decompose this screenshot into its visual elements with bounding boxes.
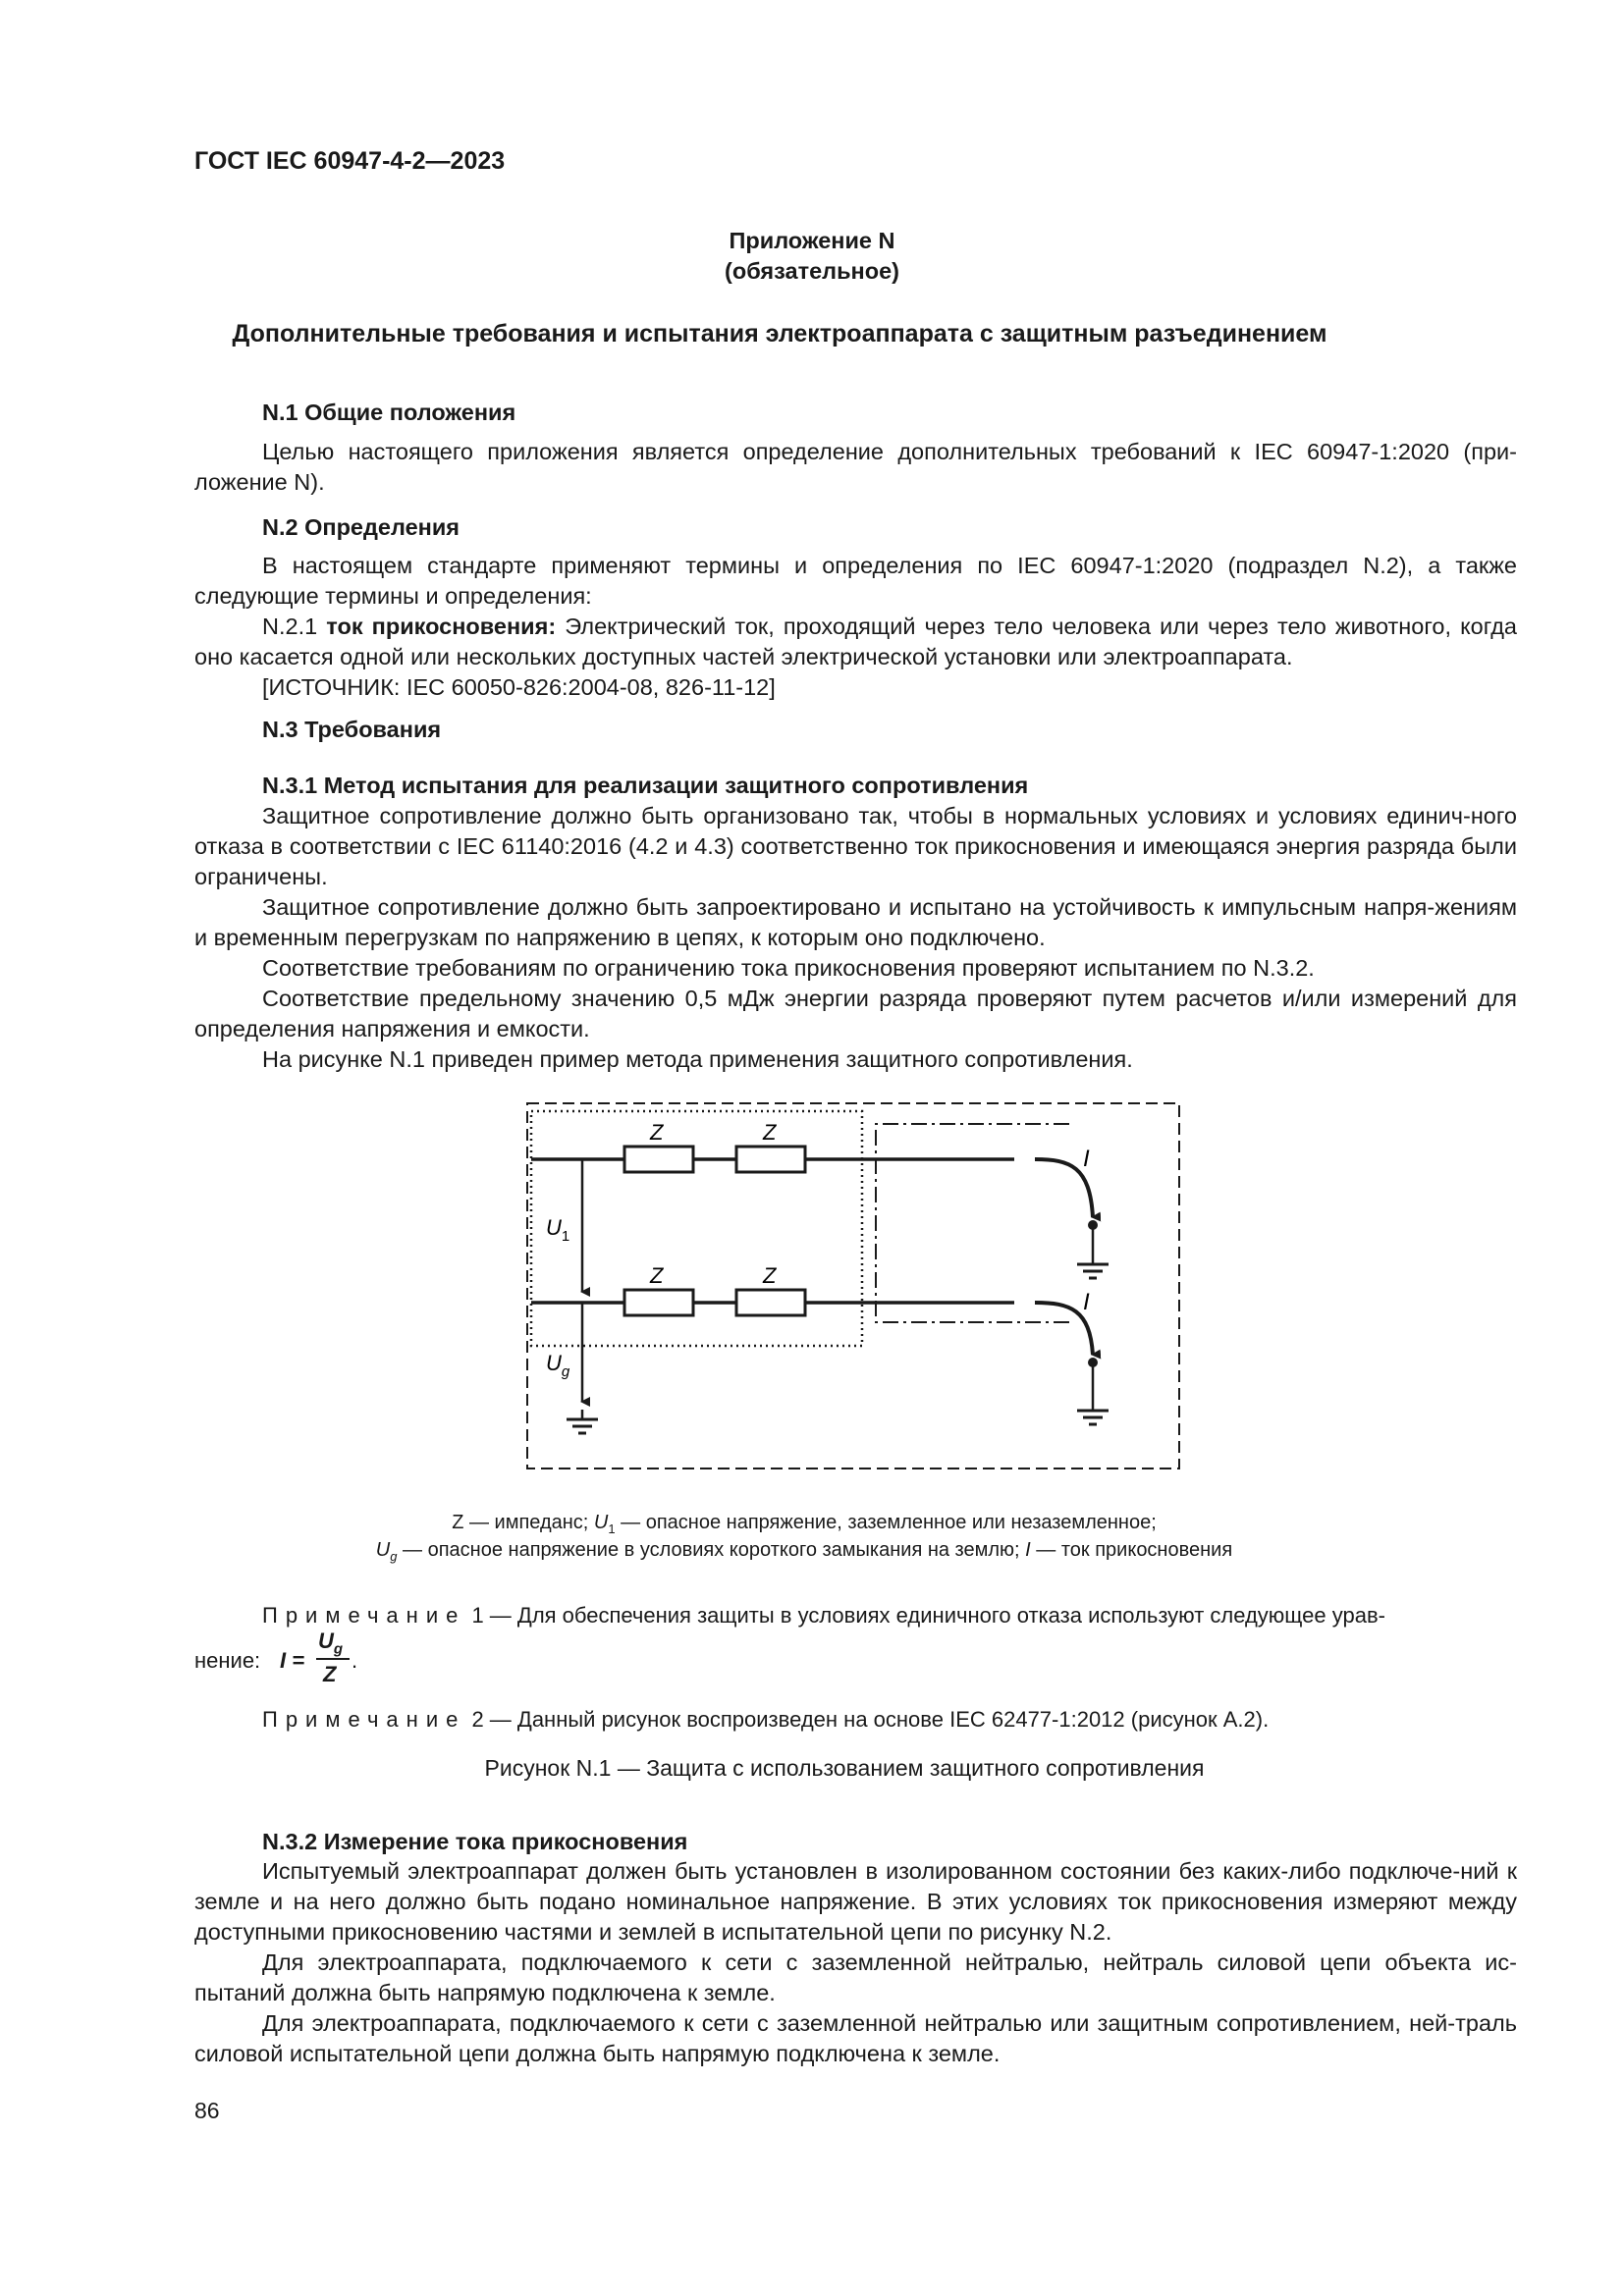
figure-legend-line-1: Z — импеданс; $U_1$ — опасное напряжение, заземленное или незаземленное; bbox=[452, 1512, 1157, 1536]
annex-status: (обязательное) bbox=[725, 258, 899, 284]
label-z: Z bbox=[763, 1263, 777, 1288]
page-number: 86 bbox=[194, 2098, 220, 2123]
label-i: I bbox=[1083, 1289, 1090, 1315]
figure-note-1: Примечание 1 — Для обеспечения защиты в условиях единичного отказа используют следующее урав- bbox=[262, 1603, 1385, 1628]
section-n32-paragraph-1: Испытуемый электроаппарат должен быть установлен в изолированном состоянии без каких-либо подключе-ний к земле и на него должно быть подано номинальное напряжение. В этих условиях ток прикосновения измеряют между доступными прикосновению частями и землей в испытательной цепи по рисунку N.2. bbox=[194, 1858, 1517, 1945]
ground-icon bbox=[567, 1419, 598, 1433]
impedance-z4 bbox=[736, 1290, 805, 1315]
accessible-part-boundary bbox=[876, 1124, 1069, 1322]
document-header: ГОСТ IEC 60947-4-2—2023 bbox=[194, 147, 506, 175]
label-u1: $U_1$ bbox=[546, 1215, 570, 1245]
section-n3-heading: N.3 Требования bbox=[262, 717, 442, 742]
impedance-z1 bbox=[624, 1147, 693, 1172]
impedance-z3 bbox=[624, 1290, 693, 1315]
label-z: Z bbox=[650, 1120, 664, 1145]
term-name: ток прикосновения: bbox=[326, 614, 557, 639]
section-n31-heading: N.3.1 Метод испытания для реализации защитного сопротивления bbox=[262, 773, 1029, 798]
label-z: Z bbox=[650, 1263, 664, 1288]
section-n31-paragraph-2: Защитное сопротивление должно быть запроектировано и испытано на устойчивость к импульсным напря-жениям и временным перегрузкам по напряжению в цепях, к которым оно подключено. bbox=[194, 894, 1517, 950]
annex-title: Приложение N bbox=[729, 228, 895, 253]
figure-caption: Рисунок N.1 — Защита с использованием защитного сопротивления bbox=[484, 1755, 1205, 1781]
section-n2-paragraph: В настоящем стандарте применяют термины и определения по IEC 60947-1:2020 (подраздел N.2), а также следующие термины и определения: bbox=[194, 553, 1517, 609]
section-n32-heading: N.3.2 Измерение тока прикосновения bbox=[262, 1829, 688, 1854]
section-n31-paragraph-4: Соответствие предельному значению 0,5 мДж энергии разряда проверяют путем расчетов и/или измерений для определения напряжения и емкости. bbox=[194, 986, 1517, 1041]
section-n31-paragraph-3: Соответствие требованиям по ограничению тока прикосновения проверяют испытанием по N.3.2. bbox=[262, 955, 1315, 981]
term-definition bbox=[194, 612, 1517, 672]
figure-legend-line-2: $U_g$ — опасное напряжение в условиях короткого замыкания на землю; I — ток прикосновения bbox=[375, 1539, 1233, 1564]
ground-icon bbox=[1077, 1264, 1109, 1278]
label-z: Z bbox=[763, 1120, 777, 1145]
section-n31-paragraph-1: Защитное сопротивление должно быть организовано так, чтобы в нормальных условиях и условиях единич-ного отказа в соответствии с IEC 61140:2016 (4.2 и 4.3) соответственно ток прикосновения и имеющаяся энергия разряда были ограничены. bbox=[194, 803, 1517, 889]
figure-circuit-diagram bbox=[511, 1095, 1198, 1482]
section-n1-heading: N.1 Общие положения bbox=[262, 400, 516, 425]
section-n2-heading: N.2 Определения bbox=[262, 514, 460, 540]
term-number: N.2.1 bbox=[262, 614, 327, 639]
section-n1-paragraph: Целью настоящего приложения является определение дополнительных требований к IEC 60947-1:2020 (при-ложение N). bbox=[194, 439, 1517, 495]
ground-icon bbox=[1077, 1411, 1109, 1424]
label-i: I bbox=[1083, 1146, 1090, 1172]
protective-impedance-boundary bbox=[531, 1111, 862, 1346]
impedance-z2 bbox=[736, 1147, 805, 1172]
section-n31-paragraph-5: На рисунке N.1 приведен пример метода применения защитного сопротивления. bbox=[262, 1046, 1133, 1072]
main-title: Дополнительные требования и испытания электроаппарата с защитным разъединением bbox=[232, 320, 1327, 347]
section-n32-paragraph-2: Для электроаппарата, подключаемого к сети с заземленной нейтралью, нейтраль силовой цепи объекта ис-пытаний должна быть напрямую подключена к земле. bbox=[194, 1949, 1517, 2005]
section-n32-paragraph-3: Для электроаппарата, подключаемого к сети с заземленной нейтралью или защитным сопротивлением, ней-траль силовой испытательной цепи должна быть напрямую подключена к земле. bbox=[194, 2010, 1517, 2066]
label-ug: $U_g$ bbox=[546, 1351, 570, 1380]
figure-note-2: Примечание 2 — Данный рисунок воспроизведен на основе IEC 62477-1:2012 (рисунок A.2). bbox=[262, 1707, 1270, 1732]
term-source: [ИСТОЧНИК: IEC 60050-826:2004-08, 826-11-12] bbox=[262, 674, 776, 700]
term-text: Электрический ток, проходящий через тело человека или через тело животного, когда оно касается одной или нескольких доступных частей электрической установки или электроаппарата. bbox=[194, 614, 1517, 669]
